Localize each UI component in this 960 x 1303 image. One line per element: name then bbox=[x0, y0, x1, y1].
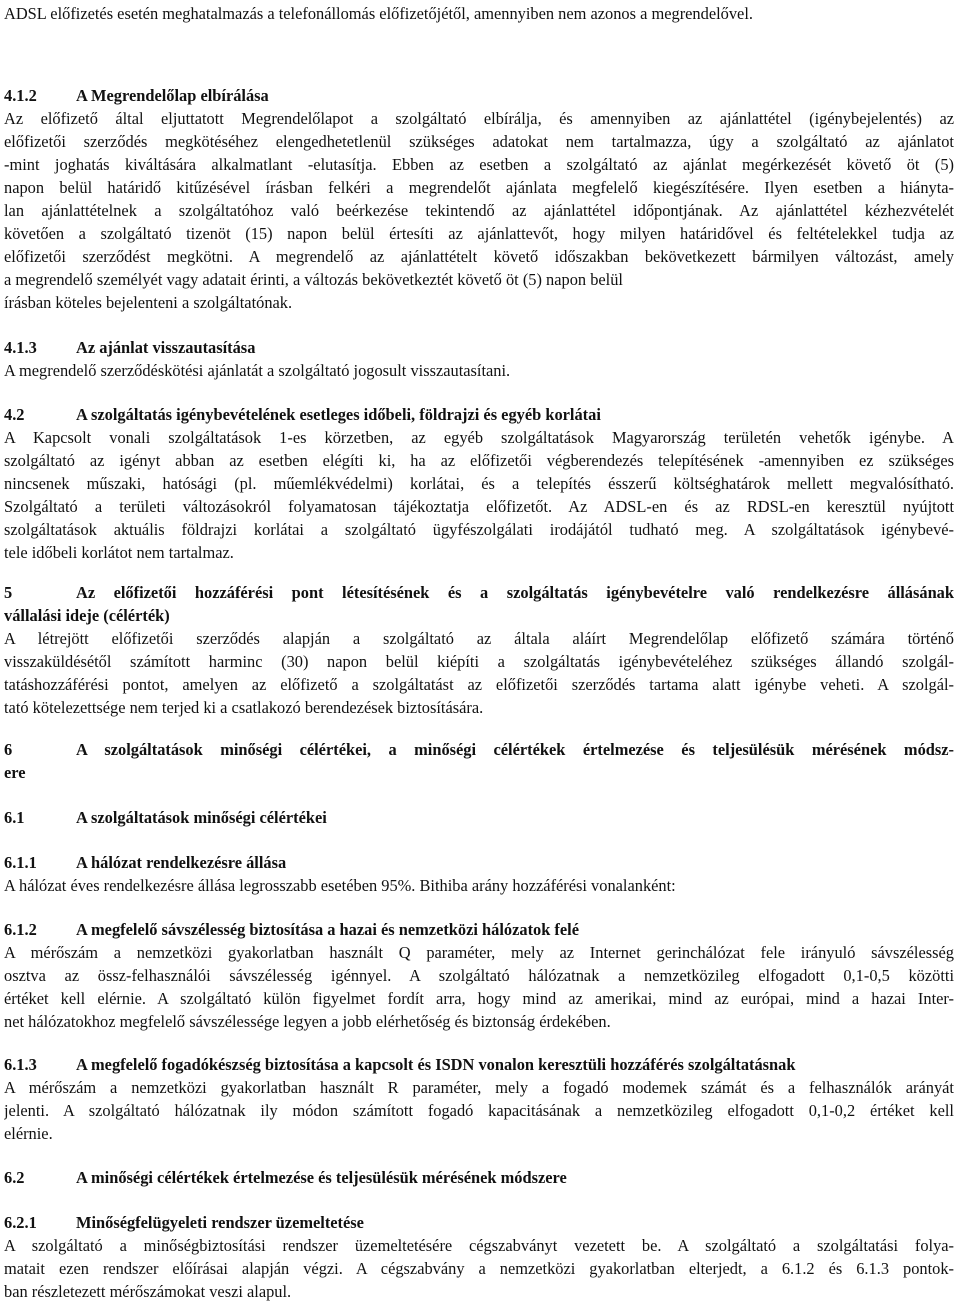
section-number: 6.1.3 bbox=[4, 1055, 37, 1074]
paragraph-line: elérnie. bbox=[4, 1124, 53, 1143]
section-title-line-2: ere bbox=[4, 763, 26, 782]
paragraph-line: A mérőszám a nemzetközi gyakorlatban használt R paraméter, mely a fogadó modemek számát és a felhasználók arányát bbox=[4, 1078, 954, 1097]
section-heading bbox=[4, 1053, 954, 1076]
section-title: A megfelelő sávszélesség biztosítása a hazai és nemzetközi hálózatok felé bbox=[76, 920, 579, 939]
paragraph-line: jelenti. A szolgáltató hálózatnak ily módon számított fogadó kapacitásának a nemzetközileg elfogadott 0,1-0,2 értéket kell bbox=[4, 1101, 954, 1120]
paragraph-line: ban részletezett mérőszámokat veszi alapul. bbox=[4, 1282, 292, 1301]
paragraph-line: tele időbeli korlátot nem tartalmaz. bbox=[4, 543, 234, 562]
section-title: A megfelelő fogadókészség biztosítása a kapcsolt és ISDN vonalon keresztüli hozzáférés szolgáltatásnak bbox=[76, 1055, 796, 1074]
paragraph-line: előfizetői szerződés megkötéséhez elengedhetetlenül szükséges adatokat nem tartalmazza, úgy a szolgáltató az ajánlatot bbox=[4, 132, 954, 151]
paragraph-line: A hálózat éves rendelkezésre állása legrosszabb esetében 95%. Bithiba arány hozzáférési vonalanként: bbox=[4, 876, 676, 895]
section-4-1-2 bbox=[4, 84, 954, 314]
section-number: 5 bbox=[4, 583, 13, 602]
section-number: 6.2 bbox=[4, 1168, 25, 1187]
section-number: 6.1.2 bbox=[4, 920, 37, 939]
section-heading bbox=[4, 738, 954, 761]
section-number: 6.2.1 bbox=[4, 1213, 37, 1232]
section-heading bbox=[4, 1166, 954, 1189]
section-title: A Megrendelőlap elbírálása bbox=[76, 86, 269, 105]
section-number: 6.1.1 bbox=[4, 853, 37, 872]
paragraph-line: a megrendelő személyét vagy adatait érinti, a változás bekövetkeztét követő öt (5) napon belül bbox=[4, 270, 623, 289]
paragraph-line: osztva az össz-felhasználói sávszélesség igénnyel. A szolgáltató hálózatnak a nemzetközileg elfogadott 0,1-0,5 közötti bbox=[4, 966, 954, 985]
paragraph-line: A létrejött előfizetői szerződés alapján a szolgáltató az általa aláírt Megrendelőlap előfizető számára történő bbox=[4, 629, 954, 648]
section-heading bbox=[4, 581, 954, 604]
section-6-1 bbox=[4, 806, 954, 829]
paragraph-line: tatáshozzáférési pontot, amelyen az előfizető a szolgáltatást az előfizetői szerződés tartama alatt igénybe veheti. A szolgál- bbox=[4, 675, 954, 694]
section-title: A minőségi célértékek értelmezése és teljesülésük mérésének módszere bbox=[76, 1168, 567, 1187]
section-title-line-2: vállalási ideje (célérték) bbox=[4, 606, 170, 625]
paragraph-line: szolgáltatások aktuális földrajzi korlátai a szolgáltató ügyfészolgálati irodájától tudható meg. A szolgáltatások igénybevé- bbox=[4, 520, 954, 539]
section-6-2-1 bbox=[4, 1211, 954, 1303]
paragraph-line: visszaküldésétől számított harminc (30) napon belül kiépíti a szolgáltatás igénybevételéhez szükséges állandó szolgál- bbox=[4, 652, 954, 671]
paragraph-line: követően a szolgáltató tizenöt (15) napon belül értesíti az ajánlattevőt, hogy milyen határidővel és feltételekkel tudja az bbox=[4, 224, 954, 243]
paragraph-line: napon belül határidő kitűzésével írásban felkéri a megrendelőt ajánlata megfelelő kiegészítésére. Ilyen esetben a hiányta- bbox=[4, 178, 954, 197]
paragraph-line: lan ajánlattételnek a szolgáltatóhoz való beérkezése tekintendő az ajánlattétel időpontjának. Az ajánlattétel kézhezvételét bbox=[4, 201, 954, 220]
section-heading bbox=[4, 336, 954, 359]
section-6-1-3 bbox=[4, 1053, 954, 1145]
section-heading bbox=[4, 1211, 954, 1234]
section-title-line-1: A szolgáltatások minőségi célértékei, a minőségi célértékek értelmezése és teljesülésük mérésének módsz- bbox=[76, 740, 954, 759]
section-6-1-1 bbox=[4, 851, 954, 897]
paragraph-line: Az előfizető által eljuttatott Megrendelőlapot a szolgáltató elbírálja, és amennyiben az ajánlattétel (igénybejelentés) az bbox=[4, 109, 954, 128]
section-title-line-1: Az előfizetői hozzáférési pont létesítésének és a szolgáltatás igénybevételre való rendelkezésre állásának bbox=[76, 583, 954, 602]
section-6 bbox=[4, 738, 954, 784]
paragraph-line: tató kötelezettsége nem terjed ki a csatlakozó berendezések biztosítására. bbox=[4, 698, 484, 717]
section-number: 6 bbox=[4, 740, 13, 759]
section-number: 4.2 bbox=[4, 405, 25, 424]
paragraph-line: A Kapcsolt vonali szolgáltatások 1-es körzetben, az egyéb szolgáltatások Magyarország területén vehetők igénybe. A bbox=[4, 428, 954, 447]
paragraph-line: nincsenek műszaki, hatósági (pl. műemlékvédelmi) korlátai, és a telepítés ésszerű költséghatárok mellett megvalósítható. bbox=[4, 474, 954, 493]
paragraph-line: net hálózatokhoz megfelelő sávszélessége legyen a jobb elérhetőség és biztonság érdekében. bbox=[4, 1012, 611, 1031]
paragraph-line: A szolgáltató a minőségbiztosítási rendszer üzemeltetésére cégszabványt vezetett be. A szolgáltató a szolgáltatási folya- bbox=[4, 1236, 954, 1255]
section-heading bbox=[4, 84, 954, 107]
section-heading bbox=[4, 806, 954, 829]
section-title: Minőségfelügyeleti rendszer üzemeltetése bbox=[76, 1213, 364, 1232]
paragraph-line: szolgáltató az igényt abban az esetben elégíti ki, ha az előfizetői végberendezés telepítésének -amennyiben ez szükséges bbox=[4, 451, 954, 470]
paragraph-line: előfizetői szerződést megkötni. A megrendelő az ajánlattételt követő időszakban bekövetkezett bármilyen változást, amely bbox=[4, 247, 954, 266]
top-line: ADSL előfizetés esetén meghatalmazás a telefonállomás előfizetőjétől, amennyiben nem azonos a megrendelővel. bbox=[4, 4, 753, 23]
section-6-2 bbox=[4, 1166, 954, 1189]
section-6-1-2 bbox=[4, 918, 954, 1033]
paragraph-line: értéket kell elérnie. A szolgáltató külön figyelmet fordít arra, hogy mind az amerikai, mind az európai, mind a hazai Inter- bbox=[4, 989, 954, 1008]
section-number: 4.1.3 bbox=[4, 338, 37, 357]
section-5 bbox=[4, 581, 954, 719]
paragraph-line: matait ezen rendszer előírásai alapján végzi. A cégszabvány a nemzetközi gyakorlatban elterjedt, a 6.1.2 és 6.1.3 pontok- bbox=[4, 1259, 954, 1278]
paragraph-line: A mérőszám a nemzetközi gyakorlatban használt Q paraméter, mely az Internet gerinchálózat fele irányuló sávszélesség bbox=[4, 943, 954, 962]
section-4-2 bbox=[4, 403, 954, 564]
section-number: 4.1.2 bbox=[4, 86, 37, 105]
section-4-1-3 bbox=[4, 336, 954, 382]
section-heading bbox=[4, 918, 954, 941]
section-heading bbox=[4, 403, 954, 426]
section-number: 6.1 bbox=[4, 808, 25, 827]
section-title: A szolgáltatások minőségi célértékei bbox=[76, 808, 327, 827]
section-heading bbox=[4, 851, 954, 874]
paragraph-line: írásban köteles bejelenteni a szolgáltatónak. bbox=[4, 293, 293, 312]
section-title: Az ajánlat visszautasítása bbox=[76, 338, 256, 357]
paragraph-line: Szolgáltató a területi változásokról folyamatosan tájékoztatja előfizetőt. Az ADSL-en és az RDSL-en keresztül nyújtott bbox=[4, 497, 954, 516]
paragraph-line: -mint joghatás kiváltására alkalmatlant -elutasítja. Ebben az esetben a szolgáltató az ajánlat megérkezését követő öt (5) bbox=[4, 155, 954, 174]
section-title: A hálózat rendelkezésre állása bbox=[76, 853, 287, 872]
paragraph-line: A megrendelő szerződéskötési ajánlatát a szolgáltató jogosult visszautasítani. bbox=[4, 361, 511, 380]
section-title: A szolgáltatás igénybevételének esetleges időbeli, földrajzi és egyéb korlátai bbox=[76, 405, 601, 424]
